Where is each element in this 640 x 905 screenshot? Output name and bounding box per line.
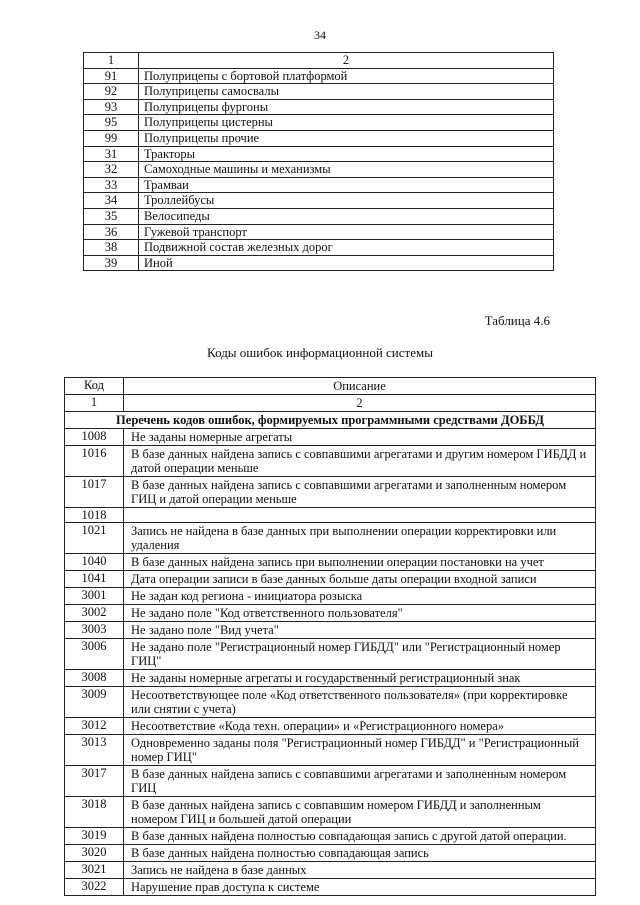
error-code: 1017 <box>65 477 124 508</box>
error-description: В базе данных найдена запись с совпавшими агрегатами и заполненным номером ГИЦ <box>124 766 596 797</box>
error-code: 3008 <box>65 670 124 687</box>
error-description: Одновременно заданы поля "Регистрационный номер ГИБДД" и "Регистрационный номер ГИЦ" <box>124 735 596 766</box>
error-description: Не заданы номерные агрегаты <box>124 429 596 446</box>
table-row <box>65 429 596 446</box>
vehicle-code: 95 <box>84 115 139 131</box>
vehicle-description: Полуприцепы прочие <box>139 130 554 146</box>
vehicle-description: Полуприцепы фургоны <box>139 99 554 115</box>
error-description: Несоответствующее поле «Код ответственного пользователя» (при корректировке или снятии с учета) <box>124 687 596 718</box>
error-code: 3003 <box>65 622 124 639</box>
error-code: 3009 <box>65 687 124 718</box>
column-number-1: 1 <box>65 395 124 412</box>
error-codes-table <box>64 377 596 896</box>
table-row <box>65 554 596 571</box>
error-code: 1018 <box>65 508 124 523</box>
error-description <box>124 508 596 523</box>
table-row <box>84 240 554 256</box>
error-code: 3006 <box>65 639 124 670</box>
error-code: 3022 <box>65 879 124 896</box>
vehicle-code: 38 <box>84 240 139 256</box>
vehicle-description: Троллейбусы <box>139 193 554 209</box>
vehicle-code: 93 <box>84 99 139 115</box>
table-row <box>65 588 596 605</box>
error-description: Нарушение прав доступа к системе <box>124 879 596 896</box>
error-code: 1021 <box>65 523 124 554</box>
error-description: В базе данных найдена полностью совпадающая запись <box>124 845 596 862</box>
table-title: Коды ошибок информационной системы <box>207 345 433 360</box>
error-description: Не заданы номерные агрегаты и государственный регистрационный знак <box>124 670 596 687</box>
error-description: В базе данных найдена запись при выполнении операции постановки на учет <box>124 554 596 571</box>
table-row <box>65 687 596 718</box>
vehicle-description: Полуприцепы цистерны <box>139 115 554 131</box>
table-row <box>65 828 596 845</box>
column-header-description: Описание <box>124 378 596 395</box>
vehicle-code: 33 <box>84 177 139 193</box>
error-code: 3013 <box>65 735 124 766</box>
table-row <box>65 845 596 862</box>
vehicle-code: 31 <box>84 146 139 162</box>
error-description: В базе данных найдена запись с совпавшим номером ГИБДД и заполненным номером ГИЦ и большей датой операции <box>124 797 596 828</box>
error-code: 3002 <box>65 605 124 622</box>
table-row <box>84 84 554 100</box>
table-row <box>65 571 596 588</box>
error-code: 3012 <box>65 718 124 735</box>
vehicle-description: Иной <box>139 255 554 271</box>
vehicle-description: Подвижной состав железных дорог <box>139 240 554 256</box>
table-label: Таблица 4.6 <box>484 313 550 328</box>
table-row <box>65 508 596 523</box>
error-description: Запись не найдена в базе данных <box>124 862 596 879</box>
table-row <box>65 797 596 828</box>
table-header-row <box>65 378 596 395</box>
error-description: В базе данных найдена запись с совпавшими агрегатами и другим номером ГИБДД и датой операции меньше <box>124 446 596 477</box>
vehicle-code: 36 <box>84 224 139 240</box>
error-code: 3018 <box>65 797 124 828</box>
table-row <box>65 718 596 735</box>
table-row <box>65 766 596 797</box>
error-description: В базе данных найдена запись с совпавшими агрегатами и заполненным номером ГИЦ и датой операции меньше <box>124 477 596 508</box>
table-row <box>65 879 596 896</box>
table-row <box>84 115 554 131</box>
vehicle-description: Трамваи <box>139 177 554 193</box>
table-row <box>84 193 554 209</box>
table-row <box>84 255 554 271</box>
error-code: 3020 <box>65 845 124 862</box>
vehicle-code: 99 <box>84 130 139 146</box>
vehicle-type-table <box>83 52 554 271</box>
error-code: 1016 <box>65 446 124 477</box>
table-row <box>84 99 554 115</box>
error-description: Не задано поле "Регистрационный номер ГИБДД" или "Регистрационный номер ГИЦ" <box>124 639 596 670</box>
error-description: Запись не найдена в базе данных при выполнении операции корректировки или удаления <box>124 523 596 554</box>
vehicle-code: 39 <box>84 255 139 271</box>
error-code: 3017 <box>65 766 124 797</box>
error-description: Несоответствие «Кода техн. операции» и «Регистрационного номера» <box>124 718 596 735</box>
vehicle-code: 35 <box>84 208 139 224</box>
error-description: Не задано поле "Вид учета" <box>124 622 596 639</box>
error-code: 3001 <box>65 588 124 605</box>
vehicle-code: 92 <box>84 84 139 100</box>
table-row <box>84 177 554 193</box>
table-row <box>65 670 596 687</box>
section-header-row <box>65 412 596 429</box>
column-number-2: 2 <box>124 395 596 412</box>
table-numbering-row <box>65 395 596 412</box>
table-header-row <box>84 53 554 69</box>
error-code: 3019 <box>65 828 124 845</box>
page-number: 34 <box>314 28 326 42</box>
table-row <box>84 68 554 84</box>
error-description: В базе данных найдена полностью совпадающая запись с другой датой операции. <box>124 828 596 845</box>
error-code: 1040 <box>65 554 124 571</box>
column-header-code: Код <box>65 378 124 395</box>
error-code: 1041 <box>65 571 124 588</box>
table-row <box>84 224 554 240</box>
vehicle-description: Самоходные машины и механизмы <box>139 162 554 178</box>
vehicle-description: Велосипеды <box>139 208 554 224</box>
table-row <box>65 862 596 879</box>
table-row <box>65 605 596 622</box>
error-code: 3021 <box>65 862 124 879</box>
vehicle-description: Гужевой транспорт <box>139 224 554 240</box>
table-row <box>65 477 596 508</box>
vehicle-code: 32 <box>84 162 139 178</box>
table-row <box>65 523 596 554</box>
vehicle-code: 91 <box>84 68 139 84</box>
table-row <box>65 735 596 766</box>
error-description: Не задан код региона - инициатора розыска <box>124 588 596 605</box>
error-code: 1008 <box>65 429 124 446</box>
column-number-1: 1 <box>84 53 139 69</box>
vehicle-description: Полуприцепы с бортовой платформой <box>139 68 554 84</box>
table-row <box>84 130 554 146</box>
section-title: Перечень кодов ошибок, формируемых программными средствами ДОББД <box>65 412 596 429</box>
vehicle-description: Тракторы <box>139 146 554 162</box>
vehicle-code: 34 <box>84 193 139 209</box>
vehicle-description: Полуприцепы самосвалы <box>139 84 554 100</box>
table-row <box>84 162 554 178</box>
error-description: Дата операции записи в базе данных больше даты операции входной записи <box>124 571 596 588</box>
table-row <box>65 446 596 477</box>
table-row <box>84 208 554 224</box>
column-number-2: 2 <box>139 53 554 69</box>
table-row <box>65 639 596 670</box>
table-row <box>65 622 596 639</box>
table-row <box>84 146 554 162</box>
error-description: Не задано поле "Код ответственного пользователя" <box>124 605 596 622</box>
